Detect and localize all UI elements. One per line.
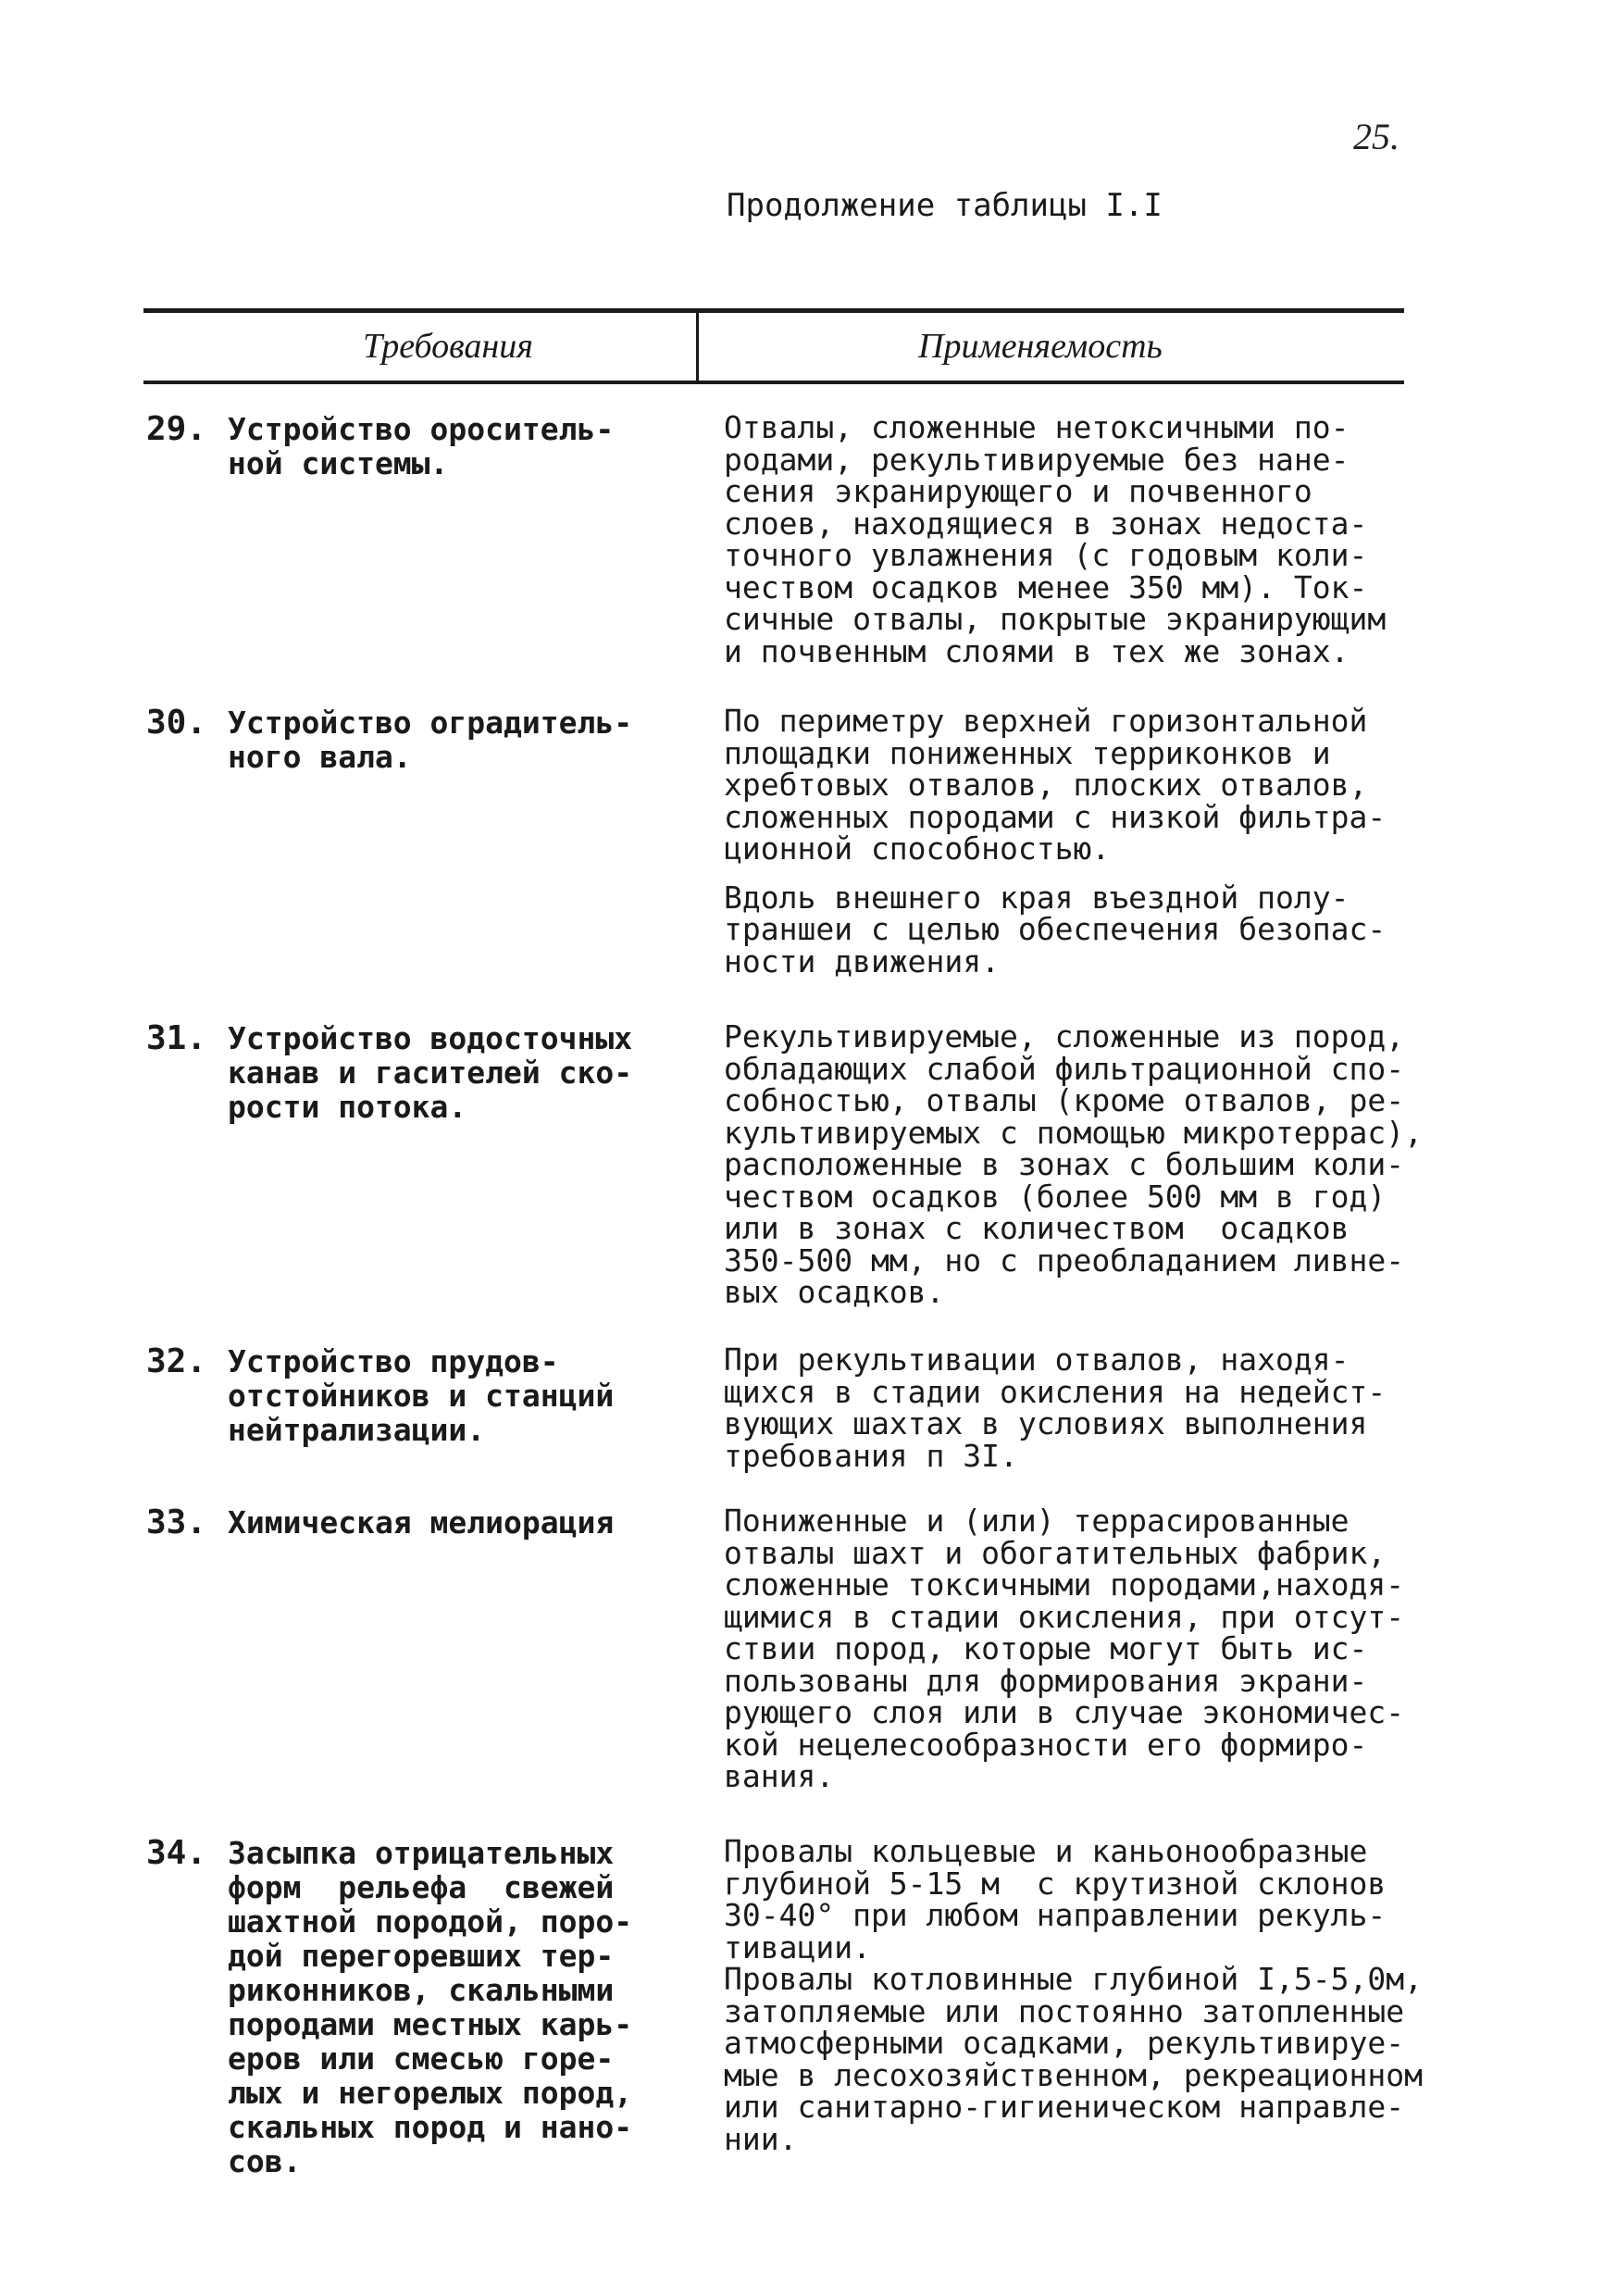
app-line: вания.: [724, 1758, 835, 1794]
applicability-text: [724, 409, 1492, 684]
applicability-paragraph: [724, 1961, 1492, 2157]
requirement-text: [228, 1021, 690, 1124]
app-line: чеством осадков менее 350 мм). Ток-: [724, 568, 1368, 605]
header-applicability: Применяемость: [918, 327, 1163, 366]
row-number: 32.: [146, 1342, 207, 1380]
req-line: ной системы.: [228, 445, 449, 481]
app-line: сичные отвалы, покрытые экранирующим: [724, 601, 1387, 637]
applicability-text: [724, 1505, 1492, 1810]
app-line: 30-40° при любом направлении рекуль-: [724, 1897, 1387, 1933]
app-line: Провалы котловинные глубиной I,5-5,0м,: [724, 1961, 1423, 1997]
req-line: нейтрализации.: [228, 1412, 486, 1448]
req-line: риконников, скальными: [228, 1972, 615, 2008]
app-line: кой нецелесообразности его формиро-: [724, 1726, 1368, 1763]
applicability-text: [724, 705, 1492, 994]
table-caption: Продолжение таблицы I.I: [727, 187, 1163, 224]
app-line: траншеи с целью обеспечения безопас-: [724, 911, 1387, 947]
row-number: 31.: [146, 1019, 207, 1057]
app-line: или санитарно-гигиеническом направле-: [724, 2089, 1405, 2125]
applicability-paragraph: [724, 1018, 1492, 1310]
app-line: или в зонах с количеством осадков: [724, 1210, 1350, 1246]
app-line: культивируемых с помощью микротеррас),: [724, 1114, 1423, 1151]
header-column-separator: [696, 312, 699, 381]
app-line: ности движения.: [724, 942, 1001, 980]
req-line: Устройство водосточных: [228, 1020, 633, 1056]
req-line: Устройство ороситель-: [228, 411, 615, 447]
row-number: 33.: [146, 1504, 207, 1541]
app-line: чеством осадков (более 500 мм в год): [724, 1178, 1387, 1215]
requirement-text: [228, 412, 690, 480]
row-number: 34.: [146, 1834, 207, 1872]
app-line: атмосферными осадками, рекультивируе-: [724, 2025, 1405, 2061]
app-line: Отвалы, сложенные нетоксичными по-: [724, 409, 1350, 445]
app-line: нии.: [724, 2120, 798, 2157]
requirement-text: [228, 1344, 690, 1447]
app-line: тивации.: [724, 1928, 871, 1965]
app-line: требования п 3I.: [724, 1437, 1018, 1474]
applicability-paragraph: [724, 1341, 1492, 1474]
app-line: обладающих слабой фильтрационной спо-: [724, 1050, 1405, 1087]
requirement-text: [228, 1505, 690, 1540]
app-line: щимися в стадии окисления, при отсут-: [724, 1598, 1405, 1635]
app-line: ствии пород, которые могут быть ис-: [724, 1630, 1368, 1666]
app-line: расположенные в зонах с большим коли-: [724, 1146, 1405, 1182]
req-line: канав и гасителей ско-: [228, 1054, 633, 1091]
app-line: затопляемые или постоянно затопленные: [724, 1992, 1405, 2029]
app-line: щихся в стадии окисления на недейст-: [724, 1373, 1387, 1410]
req-line: еров или смесью горе-: [228, 2040, 615, 2077]
requirement-text: [228, 1836, 690, 2178]
req-line: форм рельефа свежей: [228, 1869, 615, 1905]
table-header-rule: [143, 381, 1404, 384]
applicability-text: [724, 1018, 1492, 1326]
app-line: пользованы для формирования экрани-: [724, 1662, 1368, 1699]
applicability-paragraph: [724, 1833, 1492, 1965]
row-number: 29.: [146, 410, 207, 448]
page-number: 25.: [1353, 116, 1399, 157]
app-line: сложенных породами с низкой фильтра-: [724, 798, 1387, 835]
app-line: родами, рекультивируемые без нане-: [724, 441, 1350, 478]
app-line: сения экранирующего и почвенного: [724, 473, 1312, 509]
req-line: скальных пород и нано-: [228, 2109, 633, 2145]
req-line: Засыпка отрицательных: [228, 1835, 615, 1871]
app-line: вующих шахтах в условиях выполнения: [724, 1405, 1368, 1441]
row-number: 30.: [146, 704, 207, 742]
header-requirements: Требования: [363, 327, 533, 366]
applicability-paragraph: [724, 1505, 1492, 1793]
applicability-paragraph: [724, 409, 1492, 669]
req-line: Химическая мелиорация: [228, 1504, 615, 1541]
app-line: и почвенным слоями в тех же зонах.: [724, 632, 1350, 669]
req-line: породами местных карь-: [228, 2006, 633, 2042]
req-line: лых и негорелых пород,: [228, 2075, 633, 2111]
app-line: При рекультивации отвалов, находя-: [724, 1341, 1350, 1378]
app-line: собностью, отвалы (кроме отвалов, ре-: [724, 1082, 1405, 1118]
app-line: мые в лесохозяйственном, рекреационном: [724, 2056, 1423, 2093]
req-line: рости потока.: [228, 1089, 467, 1125]
app-line: площадки пониженных терриконков и: [724, 734, 1331, 771]
table-top-rule: [143, 308, 1404, 313]
req-line: сов.: [228, 2143, 302, 2179]
app-line: По периметру верхней горизонтальной: [724, 703, 1368, 739]
app-line: Рекультивируемые, сложенные из пород,: [724, 1018, 1405, 1054]
applicability-text: [724, 1341, 1492, 1489]
app-line: точного увлажнения (с годовым коли-: [724, 537, 1368, 573]
requirement-text: [228, 705, 690, 774]
applicability-text: [724, 1833, 1492, 2172]
app-line: отвалы шахт и обогатительных фабрик,: [724, 1534, 1387, 1571]
app-line: сложенные токсичными породами,находя-: [724, 1566, 1405, 1603]
app-line: 350-500 мм, но с преобладанием ливне-: [724, 1242, 1405, 1279]
app-line: Провалы кольцевые и каньонообразные: [724, 1833, 1368, 1869]
app-line: слоев, находящиеся в зонах недоста-: [724, 505, 1368, 542]
applicability-paragraph: [724, 705, 1492, 866]
applicability-paragraph: [724, 879, 1492, 980]
req-line: Устройство прудов-: [228, 1343, 559, 1379]
req-line: шахтной породой, поро-: [228, 1903, 633, 1940]
app-line: рующего слоя или в случае экономичес-: [724, 1694, 1405, 1730]
app-line: хребтовых отвалов, плоских отвалов,: [724, 767, 1368, 803]
app-line: глубиной 5-15 м с крутизной склонов: [724, 1865, 1387, 1902]
req-line: дой перегоревших тер-: [228, 1938, 615, 1974]
app-line: ционной способностью.: [724, 830, 1111, 867]
req-line: Устройство оградитель-: [228, 705, 633, 741]
app-line: Пониженные и (или) террасированные: [724, 1503, 1350, 1539]
app-line: Вдоль внешнего края въездной полу-: [724, 879, 1350, 916]
req-line: отстойников и станций: [228, 1378, 615, 1414]
app-line: вых осадков.: [724, 1274, 945, 1310]
req-line: ного вала.: [228, 739, 412, 775]
